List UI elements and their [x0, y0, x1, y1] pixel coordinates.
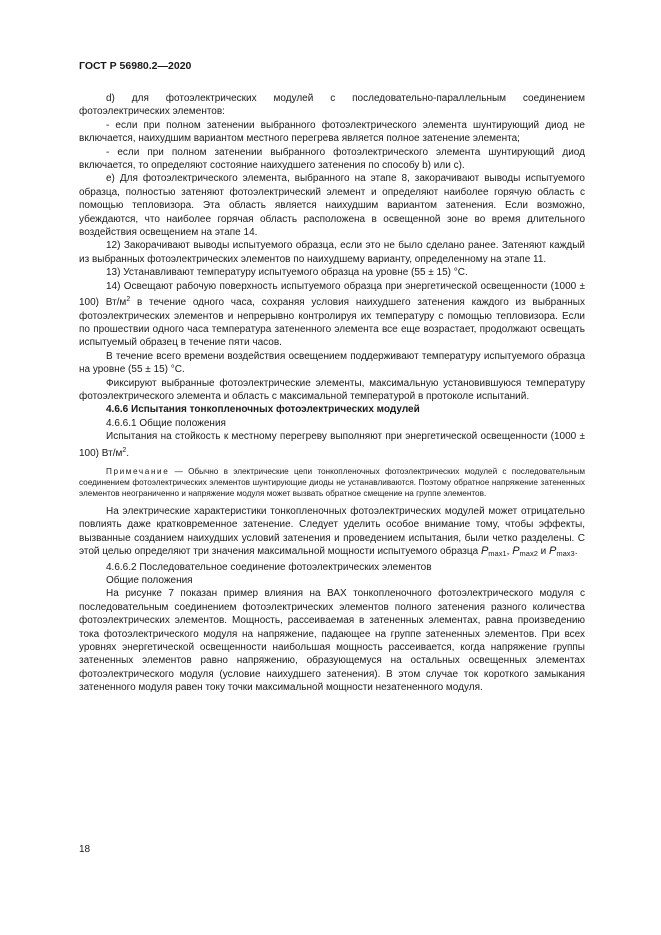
paragraph-record-results: Фиксируют выбранные фотоэлектрические элементы, максимальную установившуюся температуру фотоэлектрического элемента и область с максимальной температурой в протоколе испытаний.: [79, 377, 585, 402]
paragraph-e: e) Для фотоэлектрического элемента, выбранного на этапе 8, закорачивают выводы испытуемого образца, полностью затеняют фотоэлектрический элемент и определяют наиболее горячую область с помощью тепловизора. Эта область является наихудшим вариантом затенения. Если возможно, убеждаются, что наиболее горячая область расположена в освещенной зоне во время длительного воздействия освещением на этапе 14.: [79, 173, 585, 239]
pmax2-subscript: max2: [519, 549, 538, 559]
page-content: [79, 92, 585, 695]
paragraph-temperature-maintain: В течение всего времени воздействия освещением поддерживают температуру испытуемого образца на уровне (55 ± 15) °С.: [79, 350, 585, 376]
pmax-and: и: [537, 546, 550, 558]
test-conditions-end: .: [126, 447, 130, 459]
paragraph-figure-7: На рисунке 7 показан пример влияния на ВАХ тонкопленочного фотоэлектрического модуля с последовательным соединением фотоэлектрических элементов полного затенения разного количества фотоэлектрических элементов. Мощность, рассеиваемая в затененных элементах, равна произведению тока фотоэлектрического модуля на напряжение, падающее на группе затененных элементов. При всех уровнях энергетической освещенности наибольшая мощность рассеивается, когда напряжение группы затененных элементов равно напряжению, образующемуся на остальных освещенных элементах фотоэлектрического модуля (условие наихудшего затенения). В этом случае ток короткого замыкания затененного модуля равен току точки максимальной мощности незатененного модуля.: [79, 588, 585, 694]
test-conditions-text: Испытания на стойкость к местному перегреву выполняют при энергетической освещенности (1000 ± 100) Вт/м: [79, 431, 585, 459]
pmax2-symbol: P: [512, 545, 520, 558]
note-block: [79, 466, 585, 499]
section-4-6-6-2-general: Общие положения: [106, 575, 193, 586]
pmax3-symbol: P: [549, 545, 557, 558]
document-header: ГОСТ Р 56980.2—2020: [79, 60, 192, 72]
paragraph-d-item-1: - если при полном затенении выбранного фотоэлектрического элемента шунтирующий диод не включается, наихудшим вариантом местного перегрева является полное затенение элемента;: [79, 119, 585, 145]
paragraph-test-conditions: [79, 430, 585, 460]
step-14-superscript: 2: [126, 296, 131, 304]
paragraph-step-14: [79, 280, 585, 350]
step-14-text-start: 14) Освещают рабочую поверхность испытуемого образца при энергетической освещенности (1000 ± 100) Вт/м: [79, 280, 585, 309]
note-text: — Обычно в электрические цепи тонкопленочных фотоэлектрических модулей с последовательным соединением фотоэлектрических элементов шунтирующие диоды не устанавливаются. Поэтому обратное напряжение затененных элементов неограниченно и напряжение модуля может вызвать обратное смещение на группе элементов.: [79, 466, 585, 498]
section-4-6-6-2-title: 4.6.6.2 Последовательное соединение фотоэлектрических элементов: [106, 561, 432, 573]
pmax1-subscript: max1: [488, 549, 507, 559]
step-14-text-end: в течение одного часа, сохраняя условия наихудшего затенения каждого из выбранных фотоэлектрических элементов и непрерывно контролируя их температуру с помощью тепловизора. Если по прошествии одного часа температура затененного элемента все еще возрастает, продолжают освещать испытуемый образец в течение пяти часов.: [79, 297, 585, 349]
paragraph-d: d) для фотоэлектрических модулей с последовательно-параллельным соединением фотоэлектрических элементов:: [79, 93, 585, 118]
paragraph-d-item-2: - если при полном затенении выбранного фотоэлектрического элемента шунтирующий диод включается, то определяют состояние наихудшего затенения по способу b) или c).: [79, 146, 585, 172]
pmax3-subscript: max3: [556, 549, 575, 559]
pmax1-symbol: P: [480, 545, 489, 558]
paragraph-thinfilm: [79, 505, 585, 561]
page-number: 18: [79, 844, 91, 855]
thinfilm-text: На электрические характеристики тонкопленочных фотоэлектрических модулей может отрицательно повлиять даже кратковременное затенение. Следует уделить особое внимание тому, чтобы эффекты, вызванные созданием наихудших условий затенения и проведением испытания, были четко разделены. С этой целью определяют три значения максимальной мощности испытуемого образца: [79, 505, 585, 558]
paragraph-step-12: 12) Закорачивают выводы испытуемого образца, если это не было сделано ранее. Затеняют каждый из выбранных фотоэлектрических элементов по наихудшему варианту, определенному на этапе 11.: [79, 240, 585, 265]
section-4-6-6-1-title: 4.6.6.1 Общие положения: [106, 417, 226, 429]
pmax-separator: ,: [506, 546, 513, 558]
note-label: Примечание: [106, 466, 170, 476]
paragraph-step-13: 13) Устанавливают температуру испытуемого образца на уровне (55 ± 15) °С.: [106, 267, 468, 279]
pmax-end: .: [574, 546, 578, 558]
test-conditions-superscript: 2: [122, 446, 127, 454]
section-4-6-6-title: 4.6.6 Испытания тонкопленочных фотоэлектрических модулей: [106, 404, 420, 416]
